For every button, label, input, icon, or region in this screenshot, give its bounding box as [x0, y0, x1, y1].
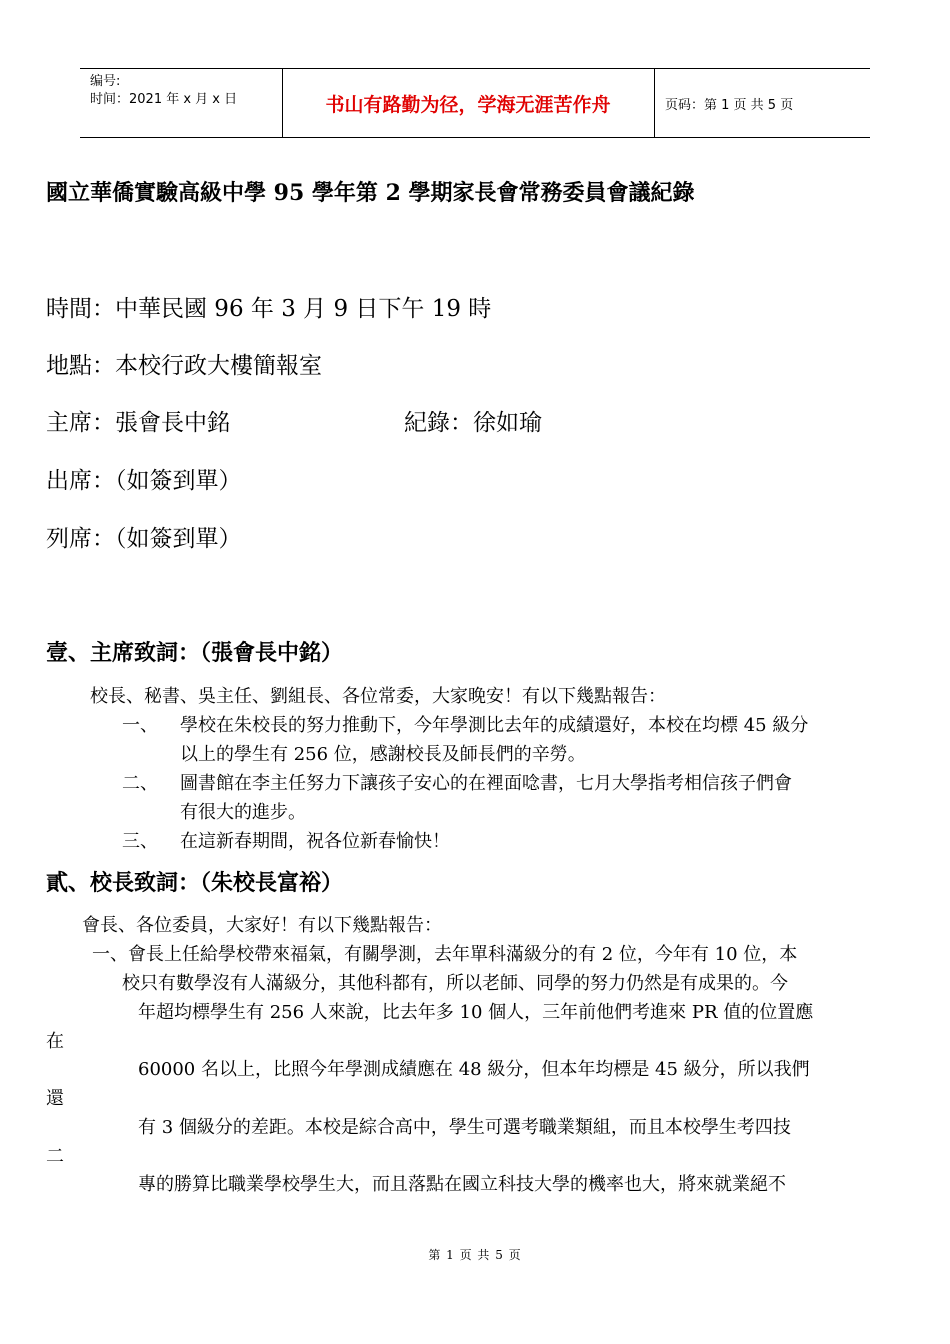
- header-page-info: 页码：第 1 页 共 5 页: [665, 97, 794, 113]
- meeting-time: 時間：中華民國 96 年 3 月 9 日下午 19 時: [46, 296, 492, 322]
- meeting-observers: 列席：（如簽到單）: [46, 526, 242, 552]
- paragraph-line: 有 3 個級分的差距。本校是綜合高中，學生可選考職業類組，而且本校學生考四技: [138, 1117, 791, 1138]
- meeting-chair: 主席：張會長中銘: [46, 410, 230, 436]
- header-time-label: 时间：2021 年 x 月 x 日: [90, 92, 238, 107]
- header-info: [90, 73, 237, 109]
- list-item-text: 在這新春期間，祝各位新春愉快！: [180, 831, 450, 852]
- section-intro: 會長、各位委員，大家好！有以下幾點報告：: [82, 915, 442, 936]
- section-heading: 壹、主席致詞：（張會長中銘）: [46, 640, 344, 666]
- document-title: 國立華僑實驗高級中學 95 學年第 2 學期家長會常務委員會議紀錄: [46, 180, 695, 206]
- section-heading: 貳、校長致詞：（朱校長富裕）: [46, 870, 344, 896]
- section-intro: 校長、秘書、吳主任、劉組長、各位常委，大家晚安！有以下幾點報告：: [90, 686, 666, 707]
- paragraph-line: 專的勝算比職業學校學生大，而且落點在國立科技大學的機率也大，將來就業絕不: [138, 1174, 786, 1195]
- header-motto: 书山有路勤为径，学海无涯苦作舟: [325, 93, 611, 116]
- paragraph-line: 一、會長上任給學校帶來福氣，有關學測，去年單科滿級分的有 2 位，今年有 10 位，本: [92, 944, 798, 965]
- meeting-recorder: 紀錄：徐如瑜: [404, 410, 542, 436]
- list-item-text: 以上的學生有 256 位，感謝校長及師長們的辛勞。: [180, 744, 586, 765]
- paragraph-line: 年超均標學生有 256 人來說，比去年多 10 個人，三年前他們考進來 PR 值的位置應: [138, 1002, 814, 1023]
- paragraph-line: 校只有數學沒有人滿級分，其他科都有，所以老師、同學的努力仍然是有成果的。今: [122, 973, 788, 994]
- list-item-number: 三、: [122, 831, 158, 852]
- list-item-number: 二、: [122, 773, 158, 794]
- meeting-attendees: 出席：（如簽到單）: [46, 468, 242, 494]
- list-item-text: 學校在朱校長的努力推動下，今年學測比去年的成績還好，本校在均標 45 級分: [180, 715, 809, 736]
- list-item-text: 有很大的進步。: [180, 802, 306, 823]
- paragraph-line: 60000 名以上，比照今年學測成績應在 48 級分，但本年均標是 45 級分，所以我們: [138, 1059, 810, 1080]
- header-divider: [654, 69, 655, 137]
- meeting-place: 地點：本校行政大樓簡報室: [46, 353, 322, 379]
- document-header: [80, 68, 870, 138]
- list-item-text: 圖書館在李主任努力下讓孩子安心的在裡面唸書，七月大學指考相信孩子們會: [180, 773, 792, 794]
- paragraph-line: 在: [46, 1031, 64, 1052]
- paragraph-line: 還: [46, 1088, 64, 1109]
- page-footer: 第 1 页 共 5 页: [428, 1248, 522, 1262]
- header-number-label: 编号:: [90, 74, 121, 89]
- list-item-number: 一、: [122, 715, 158, 736]
- paragraph-line: 二: [46, 1146, 64, 1167]
